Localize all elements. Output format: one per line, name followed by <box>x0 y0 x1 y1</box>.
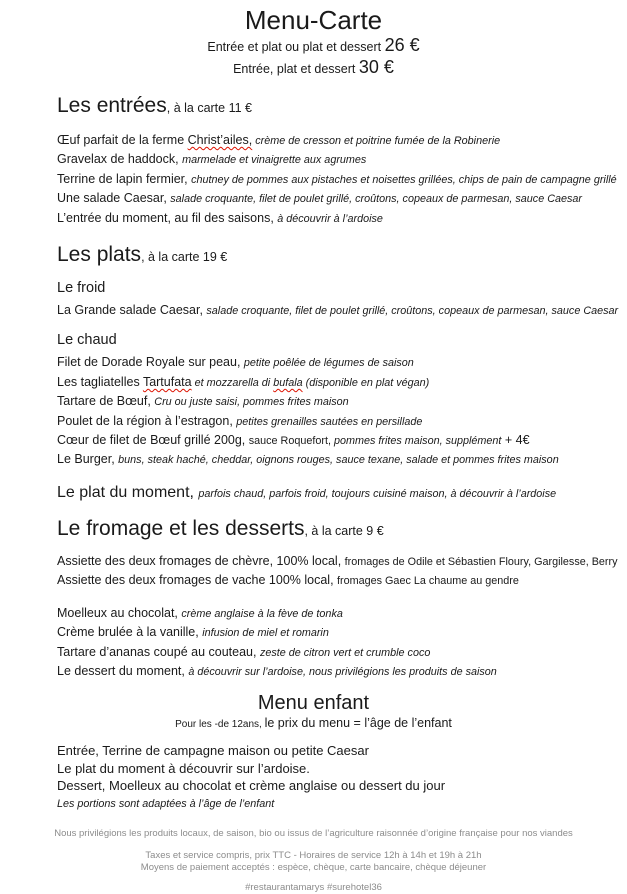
menu-enfant-subtitle <box>0 715 627 733</box>
menu-item <box>57 353 613 372</box>
menu-enfant-title: Menu enfant <box>257 692 370 715</box>
text-segment: Crème brulée à la vanille, <box>57 625 203 640</box>
text-segment: petite poêlée de légumes de saison <box>243 357 414 370</box>
subsection-title-froid: Le froid <box>57 280 106 297</box>
text-segment: La Grande salade Caesar, <box>57 303 207 318</box>
menu-item: Entrée, Terrine de campagne maison ou petite Caesar <box>57 743 369 759</box>
menu-item: Dessert, Moelleux au chocolat et crème anglaise ou dessert du jour <box>57 777 446 793</box>
section-heading-fromages-desserts <box>57 516 613 544</box>
text-segment: Moelleux au chocolat, <box>57 605 182 620</box>
text-segment: sauce Roquefort, <box>248 435 334 448</box>
section-price-suffix: , à la carte 11 € <box>166 101 252 115</box>
formule-line-1 <box>0 35 627 57</box>
menu-item <box>57 301 619 320</box>
text-segment: Cru ou juste saisi, pommes frites maison <box>154 396 349 409</box>
page-title: Menu-Carte <box>244 5 383 35</box>
text-segment: Terrine de lapin fermier, <box>57 171 192 186</box>
menu-item <box>57 209 613 228</box>
text-segment: Le dessert du moment, <box>57 663 189 678</box>
menu-item <box>57 450 613 469</box>
text-segment: buns, steak haché, cheddar, oignons rouges, sauce texane, salade et pommes frites maison <box>118 454 559 467</box>
text-segment: le prix du menu = l’âge de l’enfant <box>264 716 452 731</box>
text-segment: crème anglaise à la fève de tonka <box>181 607 343 620</box>
section-title: Les plats <box>57 243 142 267</box>
text-segment: à découvrir à l’ardoise <box>277 212 383 225</box>
text-segment: Poulet de la région à l’estragon, <box>57 413 237 428</box>
footer-sourcing-note: Nous privilégions les produits locaux, de saison, bio ou issus de l’agriculture raisonnée d’origine française pour nos viandes <box>54 828 573 840</box>
footer <box>0 828 627 894</box>
text-segment: + 4€ <box>501 433 530 448</box>
text-segment: Assiette des deux fromages de vache 100% local, <box>57 573 338 588</box>
menu-item <box>57 662 613 681</box>
footer-hashtags: #restaurantamarys #surehotel36 <box>245 882 382 894</box>
text-segment: fromages de Odile et Sébastien Floury, Gargilesse, Berry <box>344 555 618 568</box>
menu-item <box>57 150 613 169</box>
menu-item <box>57 571 613 590</box>
text-segment: Les portions sont adaptées à l’âge de l’enfant <box>57 798 275 811</box>
text-segment: à découvrir sur l’ardoise, nous privilégions les produits de saison <box>188 665 497 678</box>
entrees-items <box>57 131 617 228</box>
section-heading-entrees <box>57 93 613 121</box>
formule-label: Entrée et plat ou plat et dessert <box>207 40 385 54</box>
text-segment: (disponible en plat végan) <box>302 376 430 389</box>
menu-item <box>57 412 613 431</box>
text-segment: salade croquante, filet de poulet grillé, croûtons, copeaux de parmesan, sauce Caesar <box>170 193 582 206</box>
plat-du-moment <box>57 483 613 504</box>
text-segment: et mozzarella di <box>191 376 274 389</box>
text-segment: fromages Gaec La chaume au gendre <box>337 575 519 588</box>
text-segment: crème de cresson et poitrine fumée de la Robinerie <box>252 135 501 147</box>
menu-item <box>57 604 613 623</box>
menu-item <box>57 392 613 411</box>
text-segment: L’entrée du moment, au fil des saisons, <box>57 210 278 225</box>
section-heading-plats <box>57 242 613 270</box>
section-price-suffix: , à la carte 9 € <box>304 523 384 538</box>
text-segment: salade croquante, filet de poulet grillé, croûtons, copeaux de parmesan, sauce Caesar <box>206 305 619 318</box>
section-title: Le fromage et les desserts <box>57 516 305 540</box>
menu-item <box>57 131 613 150</box>
text-segment: infusion de miel et romarin <box>202 627 329 640</box>
menu-item <box>57 623 613 642</box>
footer-payment-methods: Moyens de paiement acceptés : espèce, chèque, carte bancaire, chèque déjeuner <box>140 862 487 874</box>
section-price-suffix: , à la carte 19 € <box>141 250 228 265</box>
formule-price: 26 € <box>384 35 420 55</box>
text-segment: Christ’ailes, <box>187 133 253 147</box>
text-segment: Le plat du moment, <box>57 483 199 501</box>
formule-line-2 <box>0 57 627 79</box>
text-segment: Pour les -de 12ans, <box>175 719 265 731</box>
text-segment: pommes frites maison, supplément <box>333 435 502 448</box>
text-segment: parfois chaud, parfois froid, toujours cuisiné maison, à découvrir à l’ardoise <box>198 487 557 500</box>
text-segment: Filet de Dorade Royale sur peau, <box>57 355 244 370</box>
dessert-items <box>57 604 613 682</box>
text-segment: Cœur de filet de Bœuf grillé 200g, <box>57 433 249 448</box>
formule-price: 30 € <box>358 57 394 77</box>
formule-label: Entrée, plat et dessert <box>233 62 359 76</box>
menu-item <box>57 373 613 392</box>
subsection-title-chaud: Le chaud <box>57 332 117 349</box>
text-segment: Tartare de Bœuf, <box>57 394 155 409</box>
menu-item: Le plat du moment à découvrir sur l’ardoise. <box>57 760 310 776</box>
text-segment: Œuf parfait de la ferme <box>57 133 188 147</box>
footer-taxes-hours: Taxes et service compris, prix TTC - Horaires de service 12h à 14h et 19h à 21h <box>145 850 482 862</box>
text-segment: zeste de citron vert et crumble coco <box>259 646 431 659</box>
text-segment: chutney de pommes aux pistaches et noisettes grillées, chips de pain de campagne grillé <box>191 173 617 186</box>
menu-enfant-note <box>57 795 613 812</box>
text-segment: petites grenailles sautées en persillade <box>236 415 423 428</box>
menu-item <box>57 170 617 189</box>
text-segment: Assiette des deux fromages de chèvre, 100% local, <box>57 553 345 568</box>
menu-item <box>57 431 613 450</box>
menu-item <box>57 643 613 662</box>
menu-item <box>57 552 618 571</box>
text-segment: Gravelax de haddock, <box>57 152 183 167</box>
fromage-items <box>57 552 618 591</box>
text-segment: Une salade Caesar, <box>57 191 171 206</box>
text-segment: bufala <box>273 376 303 389</box>
menu-item <box>57 189 613 208</box>
text-segment: Tartare d’ananas coupé au couteau, <box>57 644 260 659</box>
text-segment: Tartufata <box>142 374 192 389</box>
chaud-items <box>57 353 613 469</box>
section-title: Les entrées <box>57 94 167 117</box>
menu-enfant-items <box>57 742 613 812</box>
text-segment: Le Burger, <box>57 452 119 467</box>
text-segment: Les tagliatelles <box>57 374 143 389</box>
text-segment: marmelade et vinaigrette aux agrumes <box>182 154 367 167</box>
